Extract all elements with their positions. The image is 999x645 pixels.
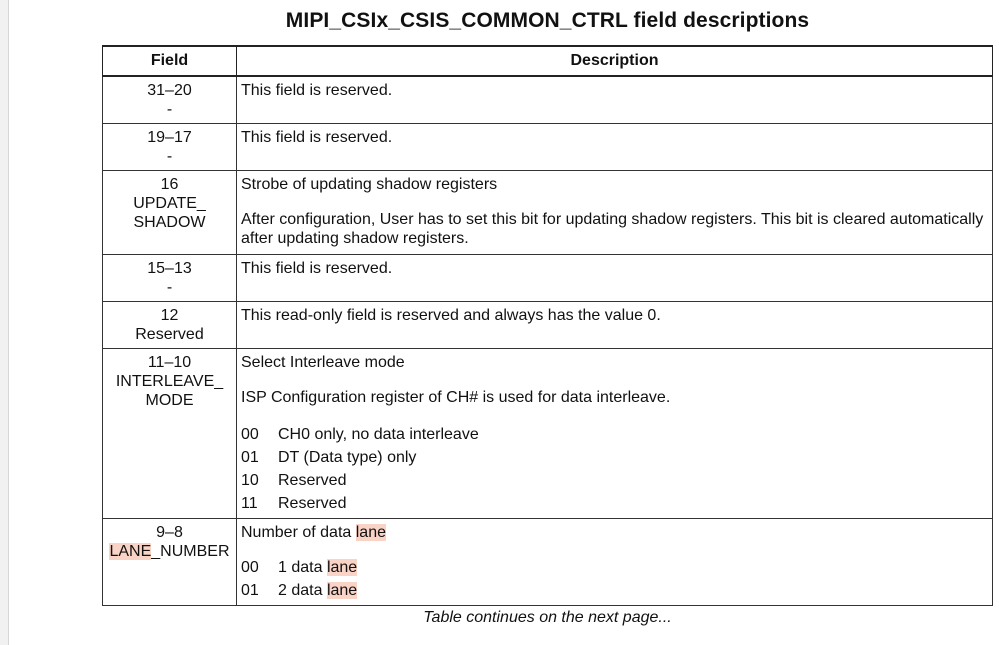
- table-row: [103, 348, 993, 518]
- code-meaning-text: 1 data: [278, 558, 327, 576]
- value-row: [241, 469, 988, 492]
- column-header-field: Field: [103, 46, 237, 76]
- description-cell: [237, 123, 993, 170]
- search-highlight: lane: [355, 523, 386, 541]
- table-row: [103, 518, 993, 605]
- description-cell: [237, 254, 993, 301]
- field-name: -: [166, 278, 173, 296]
- field-cell: [103, 348, 237, 518]
- code-meaning: [278, 579, 357, 602]
- field-cell: [103, 170, 237, 254]
- field-bits: 16: [160, 175, 179, 193]
- code-value: 01: [241, 448, 259, 466]
- field-name: -: [166, 101, 173, 118]
- code-value: 00: [241, 425, 259, 443]
- value-list: [241, 556, 988, 602]
- field-cell: [103, 301, 237, 348]
- search-highlight: LANE: [109, 542, 152, 560]
- description-cell: [237, 348, 993, 518]
- description-cell: [237, 301, 993, 348]
- table-row: [103, 301, 993, 348]
- table-row: [103, 123, 993, 170]
- field-descriptions-table: [102, 45, 993, 606]
- description-summary: [241, 523, 988, 542]
- table-row: [103, 170, 993, 254]
- value-row: [241, 492, 988, 515]
- field-name-line: MODE: [145, 391, 194, 409]
- value-row: [241, 556, 988, 579]
- field-name-rest: _NUMBER: [151, 542, 230, 560]
- code-meaning: Reserved: [278, 471, 347, 489]
- field-name: -: [166, 147, 173, 165]
- description-detail: ISP Configuration register of CH# is used for data interleave.: [241, 388, 671, 406]
- code-value: 10: [241, 471, 259, 489]
- field-bits: 19–17: [147, 128, 192, 146]
- description-cell: [237, 170, 993, 254]
- field-name-line: INTERLEAVE_: [115, 372, 224, 390]
- field-cell: [103, 254, 237, 301]
- code-meaning-text: 2 data: [278, 581, 327, 599]
- table-row: [103, 76, 993, 123]
- field-name: [107, 542, 232, 561]
- field-bits: 15–13: [147, 259, 192, 277]
- search-highlight: lane: [326, 581, 358, 599]
- description-text: This field is reserved.: [241, 259, 393, 277]
- description-text: This field is reserved.: [241, 82, 393, 99]
- column-header-description: Description: [237, 46, 993, 76]
- code-meaning: Reserved: [278, 494, 347, 512]
- field-bits: 11–10: [147, 353, 192, 371]
- code-meaning: [278, 556, 357, 579]
- field-name-line: UPDATE_: [133, 194, 206, 212]
- value-list: [241, 423, 988, 515]
- description-detail: After configuration, User has to set this bit for updating shadow registers. This bit is cleared automatically after updating shadow registers.: [241, 210, 984, 247]
- value-row: [241, 579, 988, 602]
- code-value: 01: [241, 581, 259, 599]
- search-highlight: lane: [326, 558, 358, 576]
- table-row: [103, 254, 993, 301]
- table-header-row: [103, 46, 993, 76]
- field-name: Reserved: [135, 325, 204, 343]
- field-bits: 31–20: [147, 82, 192, 99]
- field-cell: [103, 123, 237, 170]
- code-meaning: DT (Data type) only: [278, 448, 417, 466]
- field-bits: 9–8: [156, 523, 183, 541]
- value-row: [241, 446, 988, 469]
- code-value: 00: [241, 558, 259, 576]
- field-name-line: SHADOW: [133, 213, 206, 231]
- description-text: This read-only field is reserved and always has the value 0.: [241, 306, 661, 324]
- table-title: MIPI_CSIx_CSIS_COMMON_CTRL field descriptions: [285, 9, 810, 32]
- description-cell: [237, 518, 993, 605]
- description-summary: Strobe of updating shadow registers: [241, 175, 498, 193]
- code-value: 11: [241, 494, 258, 512]
- code-meaning: CH0 only, no data interleave: [278, 425, 479, 443]
- field-cell: [103, 518, 237, 605]
- description-cell: [237, 76, 993, 123]
- value-row: [241, 423, 988, 446]
- description-text: This field is reserved.: [241, 128, 393, 146]
- continuation-note: Table continues on the next page...: [423, 609, 672, 626]
- description-summary: Select Interleave mode: [241, 353, 405, 371]
- page-gutter: [0, 0, 9, 645]
- field-bits: 12: [160, 306, 179, 324]
- description-text: Number of data: [241, 523, 356, 541]
- field-cell: [103, 76, 237, 123]
